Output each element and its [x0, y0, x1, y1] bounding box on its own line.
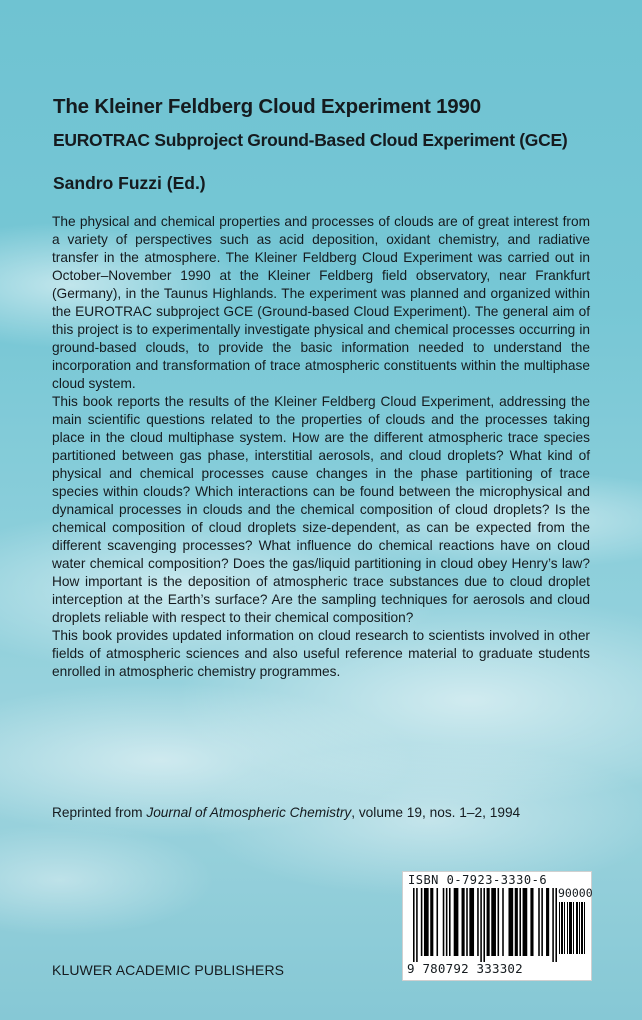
abstract-paragraph: This book provides updated information on cloud research to scientists involved in other fields of atmospheric sciences and also useful reference material to graduate students enrolled in atmospheric chemistry programmes. [52, 628, 590, 679]
barcode-bar [552, 888, 554, 962]
isbn-number: ISBN 0-7923-3330-6 [408, 873, 548, 887]
reprint-prefix: Reprinted from [52, 805, 147, 820]
ean-digits: 9 780792 333302 [407, 961, 523, 976]
abstract-paragraph: The physical and chemical properties and processes of clouds are of great interest from a variety of perspectives such as acid deposition, oxidant chemistry, and radiative transfer in the atmosphere. The Kleiner Feldberg Cloud Experiment was carried out in October–November 1990 at the Kleiner Feldberg field observatory, near Frankfurt (Germany), in the Taunus Highlands. The experiment was planned and organized within the EUROTRAC subproject GCE (Ground-based Cloud Experiment). The general aim of this project is to experimentally investigate physical and chemical processes occurring in ground-based clouds, to provide the basic information needed to understand the incorporation and transformation of trace atmospheric constituents within the multiphase cloud system. [52, 214, 590, 391]
barcode-bar [454, 888, 459, 956]
barcode-bar [480, 888, 482, 962]
barcode-bar [546, 888, 549, 956]
barcode-bar [502, 888, 504, 956]
reprint-suffix: , volume 19, nos. 1–2, 1994 [351, 805, 521, 820]
addon-barcode-bars-icon [559, 902, 585, 960]
barcode-bar [567, 902, 568, 954]
barcode-bar [530, 888, 533, 956]
barcode-bar [576, 902, 578, 954]
barcode-bar [564, 902, 565, 954]
book-subtitle: EUROTRAC Subproject Ground-Based Cloud Experiment (GCE) [53, 130, 568, 150]
barcode-bar [541, 888, 543, 956]
barcode-bar [523, 888, 528, 956]
barcode-bar [483, 888, 485, 962]
abstract [52, 213, 590, 681]
barcode-bar [519, 888, 521, 956]
publisher-name: KLUWER ACADEMIC PUBLISHERS [52, 962, 285, 978]
barcode-bar [416, 888, 418, 962]
abstract-paragraph: This book reports the results of the Kleiner Feldberg Cloud Experiment, addressing the main scientific questions related to the properties of clouds and the processes taking place in the cloud multiphase system. How are the different atmospheric trace species partitioned between gas phase, interstitial aerosols, and cloud droplets? What kind of physical and chemical processes cause changes in the phase partitioning of trace species within clouds? Which interactions can be found between the microphysical and dynamical processes in clouds and the chemical composition of cloud droplets? Is the chemical composition of cloud droplets size-dependent, as can be expected from the different scavenging processes? What influence do chemical reactions have on cloud water chemical composition? Does the gas/liquid partitioning in cloud obey Henry’s law? How important is the deposition of atmospheric trace substances due to cloud droplet interception at the Earth’s surface? Are the sampling techniques for aerosols and cloud droplets reliable with respect to their chemical composition? [52, 394, 590, 625]
barcode-bar [538, 888, 540, 956]
barcode-bar [561, 902, 563, 954]
isbn-barcode [402, 871, 592, 981]
barcode-bar [466, 888, 468, 956]
book-author: Sandro Fuzzi (Ed.) [53, 173, 206, 193]
barcode-addon: 90000 [558, 886, 593, 900]
barcode-bars-icon [413, 888, 557, 962]
barcode-bar [443, 888, 445, 956]
book-title: The Kleiner Feldberg Cloud Experiment 1990 [53, 95, 481, 118]
barcode-bar [469, 888, 474, 956]
barcode-bar [424, 888, 429, 956]
barcode-bar [446, 888, 448, 956]
barcode-bar [413, 888, 415, 962]
barcode-bar [421, 888, 423, 956]
journal-name: Journal of Atmospheric Chemistry [146, 805, 352, 820]
barcode-bar [508, 888, 513, 956]
barcode-bar [477, 888, 479, 956]
barcode-bar [584, 902, 585, 954]
barcode-bar [555, 888, 557, 962]
barcode-bar [579, 902, 580, 954]
barcode-bar [449, 888, 451, 956]
barcode-bar [436, 888, 438, 956]
barcode-bar [462, 888, 465, 956]
barcode-bar [430, 888, 433, 956]
barcode-bar [569, 902, 572, 954]
barcode-bar [581, 902, 583, 954]
barcode-bar [573, 902, 574, 954]
barcode-bar [491, 888, 496, 956]
barcode-bar [487, 888, 490, 956]
barcode-bar [559, 902, 560, 954]
barcode-bar [498, 888, 500, 956]
reprint-note [52, 805, 520, 820]
barcode-bar [515, 888, 518, 956]
